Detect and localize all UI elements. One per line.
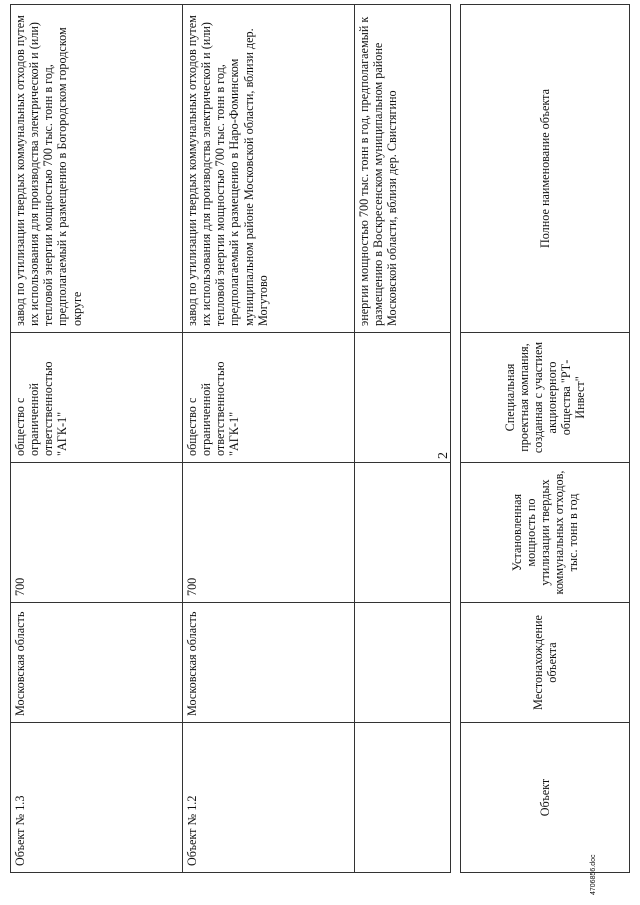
header-company: Специальная проектная компания, созданная с участием акционерного общества "РТ-Инвест" <box>461 333 630 463</box>
table-row <box>11 5 183 873</box>
header-full-name: Полное наименование объекта <box>461 5 630 333</box>
full-name-cell: завод по утилизации твердых коммунальных отходов путем их использования для производства электрической и (или) тепловой энергии мощностью 700 тыс. тонн в год, предполагаемый к размещению в Богородском городском округе <box>11 5 183 333</box>
object-cell: Объект № 1.2 <box>183 723 355 873</box>
location-cell <box>355 603 451 723</box>
document-code: 4706856.doc <box>590 854 597 895</box>
object-cell: Объект № 1.3 <box>11 723 183 873</box>
objects-table-body <box>10 4 451 873</box>
company-cell: общество с ограниченной ответственностью "АГК-1" <box>11 333 183 463</box>
company-cell: общество с ограниченной ответственностью "АГК-1" <box>183 333 355 463</box>
header-capacity: Установленная мощность по утилизации твердых коммунальных отходов, тыс. тонн в год <box>461 463 630 603</box>
table-row <box>183 5 355 873</box>
capacity-cell: 700 <box>183 463 355 603</box>
full-name-cell: завод по утилизации твердых коммунальных отходов путем их использования для производства электрической и (или) тепловой энергии мощностью 700 тыс. тонн в год, предполагаемый к размещению в Наро-Фоминском муниципальном районе Московской области, вблизи дер. Могутово <box>183 5 355 333</box>
object-cell <box>355 723 451 873</box>
header-object: Объект <box>461 723 630 873</box>
header-location: Местонахождение объекта <box>461 603 630 723</box>
location-cell: Московская область <box>11 603 183 723</box>
capacity-cell <box>355 463 451 603</box>
company-cell <box>355 333 451 463</box>
table-header-row <box>461 5 630 873</box>
objects-table <box>460 4 630 873</box>
full-name-cell: энергии мощностью 700 тыс. тонн в год, предполагаемый к размещению в Воскресенском муниципальном районе Московской области, вблизи дер. Свистягино <box>355 5 451 333</box>
location-cell: Московская область <box>183 603 355 723</box>
table-row <box>355 5 451 873</box>
page-number: 2 <box>436 452 451 459</box>
capacity-cell: 700 <box>11 463 183 603</box>
